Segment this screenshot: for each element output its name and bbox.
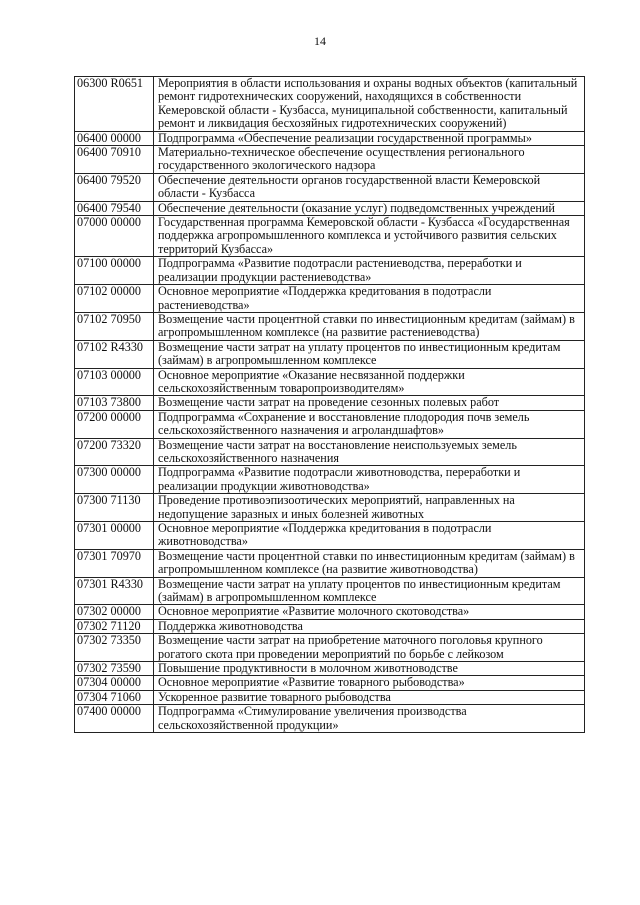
row-code: 07000 00000 [75,216,154,257]
row-description: Мероприятия в области использования и охраны водных объектов (капитальный ремонт гидротехнических сооружений, находящихся в собственности Кемеровской области - Кузбасса, муниципальной собственности, капитальный ремонт и ликвидация бесхозяйных гидротехнических сооружений) [154,77,585,132]
row-description: Основное мероприятие «Поддержка кредитования в подотрасли растениеводства» [154,285,585,313]
row-code: 07200 00000 [75,410,154,438]
row-description: Возмещение части затрат на проведение сезонных полевых работ [154,396,585,410]
row-description: Государственная программа Кемеровской области - Кузбасса «Государственная поддержка агропромышленного комплекса и устойчивого развития сельских территорий Кузбасса» [154,216,585,257]
row-description: Основное мероприятие «Поддержка кредитования в подотрасли животноводства» [154,522,585,550]
row-code: 06400 70910 [75,146,154,174]
row-code: 07103 73800 [75,396,154,410]
row-description: Возмещение части затрат на приобретение маточного поголовья крупного рогатого скота при проведении мероприятий по борьбе с лейкозом [154,634,585,662]
table-row [75,285,585,313]
row-description: Возмещение части процентной ставки по инвестиционным кредитам (займам) в агропромышленном комплексе (на развитие растениеводства) [154,312,585,340]
row-code: 07302 71120 [75,619,154,633]
row-code: 07300 71130 [75,494,154,522]
table-row [75,173,585,201]
table-row [75,662,585,676]
table-row [75,690,585,704]
row-code: 07301 70970 [75,549,154,577]
table-row [75,494,585,522]
table-row [75,619,585,633]
row-description: Подпрограмма «Обеспечение реализации государственной программы» [154,131,585,145]
row-code: 07200 73320 [75,438,154,466]
row-code: 07102 70950 [75,312,154,340]
row-description: Подпрограмма «Стимулирование увеличения производства сельскохозяйственной продукции» [154,705,585,733]
table-row [75,605,585,619]
table-row [75,577,585,605]
row-description: Проведение противоэпизоотических мероприятий, направленных на недопущение заразных и иных болезней животных [154,494,585,522]
table-row [75,146,585,174]
row-description: Основное мероприятие «Оказание несвязанной поддержки сельскохозяйственным товаропроизводителям» [154,368,585,396]
row-code: 07103 00000 [75,368,154,396]
row-description: Материально-техническое обеспечение осуществления регионального государственного экологического надзора [154,146,585,174]
budget-classification-table [74,76,585,733]
row-code: 07301 R4330 [75,577,154,605]
table-row [75,216,585,257]
row-description: Основное мероприятие «Развитие молочного скотоводства» [154,605,585,619]
table-row [75,340,585,368]
row-description: Поддержка животноводства [154,619,585,633]
row-code: 07400 00000 [75,705,154,733]
table-row [75,131,585,145]
row-code: 07302 73590 [75,662,154,676]
table-row [75,410,585,438]
row-description: Основное мероприятие «Развитие товарного рыбоводства» [154,676,585,690]
row-code: 07302 00000 [75,605,154,619]
table-row [75,466,585,494]
table-row [75,549,585,577]
table-row [75,396,585,410]
row-description: Повышение продуктивности в молочном животноводстве [154,662,585,676]
row-description: Ускоренное развитие товарного рыбоводства [154,690,585,704]
row-code: 07304 71060 [75,690,154,704]
row-description: Возмещение части затрат на уплату процентов по инвестиционным кредитам (займам) в агропромышленном комплексе [154,340,585,368]
table-body [75,77,585,733]
row-description: Подпрограмма «Развитие подотрасли животноводства, переработки и реализации продукции животноводства» [154,466,585,494]
row-description: Возмещение части затрат на уплату процентов по инвестиционным кредитам (займам) в агропромышленном комплексе [154,577,585,605]
row-description: Возмещение части процентной ставки по инвестиционным кредитам (займам) в агропромышленном комплексе (на развитие животноводства) [154,549,585,577]
page-number: 14 [314,34,326,48]
table-row [75,201,585,215]
row-code: 07102 00000 [75,285,154,313]
row-description: Возмещение части затрат на восстановление неиспользуемых земель сельскохозяйственного назначения [154,438,585,466]
table-row [75,257,585,285]
row-code: 07301 00000 [75,522,154,550]
row-code: 06400 79540 [75,201,154,215]
table-row [75,634,585,662]
row-code: 07300 00000 [75,466,154,494]
row-description: Обеспечение деятельности органов государственной власти Кемеровской области - Кузбасса [154,173,585,201]
row-description: Обеспечение деятельности (оказание услуг) подведомственных учреждений [154,201,585,215]
table-row [75,368,585,396]
row-code: 07102 R4330 [75,340,154,368]
row-code: 07302 73350 [75,634,154,662]
row-code: 06300 R0651 [75,77,154,132]
table-row [75,676,585,690]
row-description: Подпрограмма «Сохранение и восстановление плодородия почв земель сельскохозяйственного назначения и агроландшафтов» [154,410,585,438]
row-code: 07304 00000 [75,676,154,690]
table-row [75,522,585,550]
row-code: 06400 00000 [75,131,154,145]
row-code: 07100 00000 [75,257,154,285]
table-row [75,77,585,132]
row-code: 06400 79520 [75,173,154,201]
table-row [75,705,585,733]
row-description: Подпрограмма «Развитие подотрасли растениеводства, переработки и реализации продукции растениеводства» [154,257,585,285]
table-row [75,312,585,340]
table-row [75,438,585,466]
